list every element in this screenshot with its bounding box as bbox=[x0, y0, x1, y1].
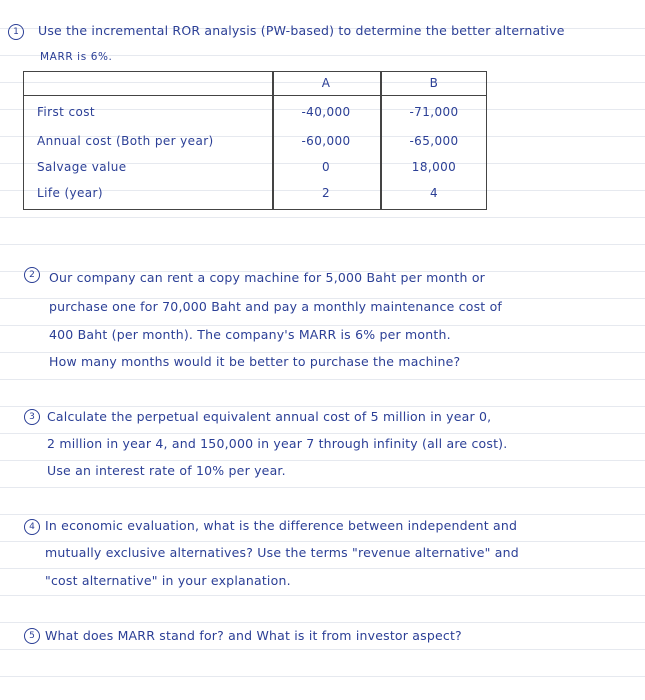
q2-line-2: purchase one for 70,000 Baht and pay a monthly maintenance cost of bbox=[49, 299, 503, 314]
q5-line-1: What does MARR stand for? and What is it from investor aspect? bbox=[45, 628, 462, 643]
header-underline bbox=[24, 95, 486, 96]
cell-first-cost-a: -40,000 bbox=[301, 105, 351, 119]
question-number-2: 2 bbox=[24, 267, 40, 283]
question-number-5: 5 bbox=[24, 628, 40, 644]
row-label-life: Life (year) bbox=[37, 186, 103, 200]
q1-line-1: Use the incremental ROR analysis (PW-based) to determine the better alternative bbox=[38, 23, 565, 38]
alternatives-table bbox=[23, 71, 487, 210]
q2-line-1: Our company can rent a copy machine for 5,000 Baht per month or bbox=[49, 270, 486, 285]
question-number-1: 1 bbox=[8, 24, 24, 40]
q3-line-3: Use an interest rate of 10% per year. bbox=[47, 463, 286, 478]
cell-salvage-a: 0 bbox=[321, 160, 331, 174]
q3-line-2: 2 million in year 4, and 150,000 in year 7 through infinity (all are cost). bbox=[47, 436, 508, 451]
cell-annual-cost-b: -65,000 bbox=[409, 134, 459, 148]
q2-line-3: 400 Baht (per month). The company's MARR is 6% per month. bbox=[49, 327, 451, 342]
q3-line-1: Calculate the perpetual equivalent annual cost of 5 million in year 0, bbox=[47, 409, 492, 424]
cell-first-cost-b: -71,000 bbox=[409, 105, 459, 119]
q1-marr-line: MARR is 6%. bbox=[40, 51, 113, 63]
cell-annual-cost-a: -60,000 bbox=[301, 134, 351, 148]
question-number-3: 3 bbox=[24, 409, 40, 425]
column-header-a: A bbox=[321, 76, 331, 90]
row-label-salvage: Salvage value bbox=[37, 160, 127, 174]
q4-line-3: "cost alternative" in your explanation. bbox=[45, 573, 291, 588]
row-label-first-cost: First cost bbox=[37, 105, 95, 119]
cell-life-a: 2 bbox=[321, 186, 331, 200]
cell-salvage-b: 18,000 bbox=[411, 160, 457, 174]
column-header-b: B bbox=[429, 76, 439, 90]
q4-line-1: In economic evaluation, what is the difference between independent and bbox=[45, 518, 518, 533]
q2-line-4: How many months would it be better to purchase the machine? bbox=[49, 354, 461, 369]
q4-line-2: mutually exclusive alternatives? Use the terms "revenue alternative" and bbox=[45, 545, 519, 560]
row-label-annual-cost: Annual cost (Both per year) bbox=[37, 134, 214, 148]
cell-life-b: 4 bbox=[429, 186, 439, 200]
question-number-4: 4 bbox=[24, 519, 40, 535]
